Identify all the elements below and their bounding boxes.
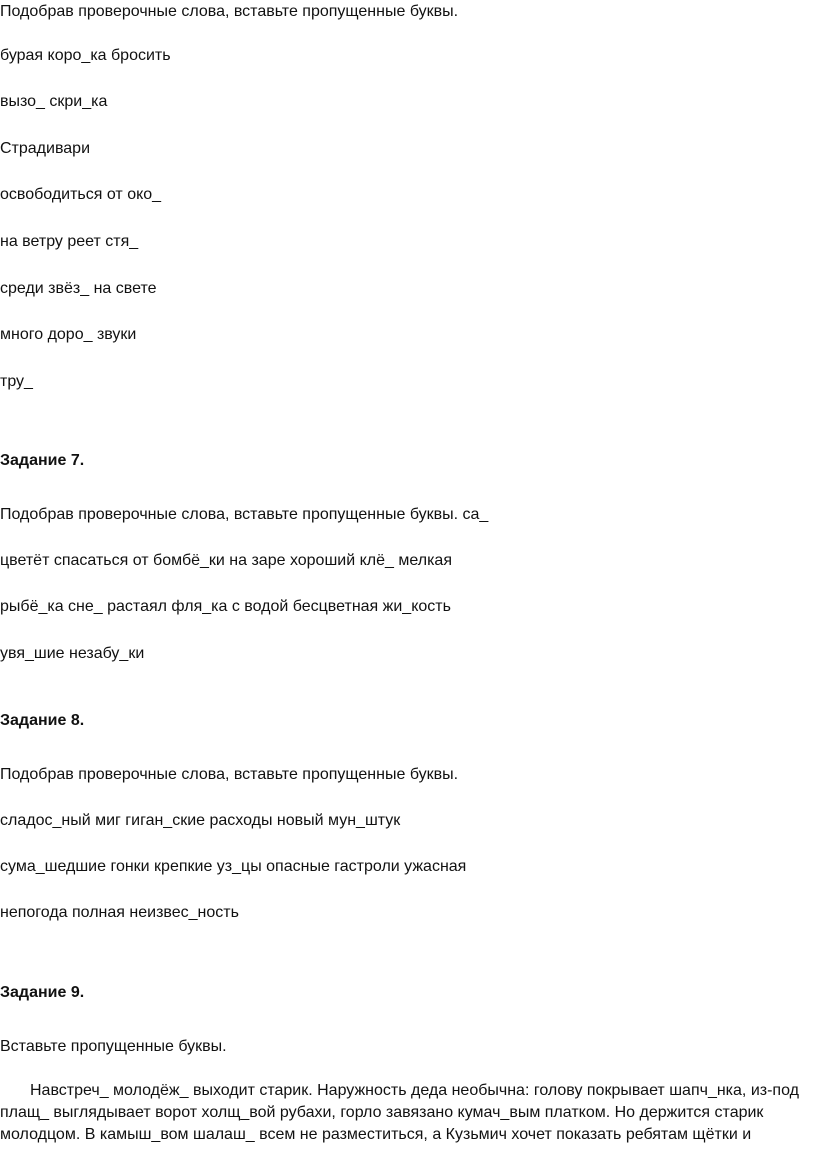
task7-line-3: увя_шие незабу_ки (0, 645, 145, 662)
block6-line-5: на ветру реет стя_ (0, 233, 139, 250)
task8-instruction: Подобрав проверочные слова, вставьте пропущенные буквы. (0, 766, 459, 783)
block6-line-1: бурая коро_ка бросить (0, 47, 171, 64)
block6-line-3: Страдивари (0, 140, 91, 157)
task7-heading: Задание 7. (0, 452, 85, 469)
block6-line-7: много доро_ звуки (0, 326, 137, 343)
block6-line-2: вызо_ скри_ка (0, 93, 108, 110)
task9-instruction: Вставьте пропущенные буквы. (0, 1038, 227, 1055)
block6-line-6: среди звёз_ на свете (0, 280, 157, 297)
task8-heading: Задание 8. (0, 712, 85, 729)
task8-line-1: сладос_ный миг гиган_ские расходы новый мун_штук (0, 812, 401, 829)
block6-line-8: тру_ (0, 373, 33, 390)
task8-line-3: непогода полная неизвес_ность (0, 904, 239, 921)
task7-line-2: рыбё_ка сне_ растаял фля_ка с водой бесцветная жи_кость (0, 598, 451, 615)
task7-instruction: Подобрав проверочные слова, вставьте пропущенные буквы. са_ (0, 506, 489, 523)
task9-heading: Задание 9. (0, 984, 85, 1001)
block6-line-4: освободиться от око_ (0, 186, 162, 203)
block6-instruction: Подобрав проверочные слова, вставьте пропущенные буквы. (0, 3, 459, 20)
task9-paragraph: Навстреч_ молодёж_ выходит старик. Наружность деда необычна: голову покрывает шапч_нка, из-под плащ_ выглядывает ворот холщ_вой рубахи, горло завязано кумач_вым платком. Но держится старик молодцом. В камыш_вом шалаш_ всем не разместиться, а Кузьмич хочет показать ребятам щётки и (0, 1082, 799, 1143)
task8-line-2: сума_шедшие гонки крепкие уз_цы опасные гастроли ужасная (0, 858, 467, 875)
task7-line-1: цветёт спасаться от бомбё_ки на заре хороший клё_ мелкая (0, 552, 452, 569)
